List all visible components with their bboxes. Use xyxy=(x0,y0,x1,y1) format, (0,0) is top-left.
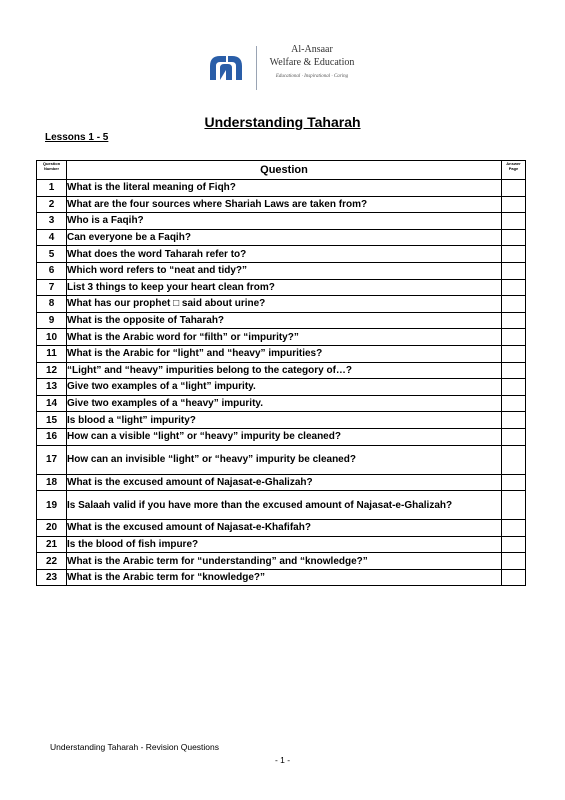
table-body xyxy=(37,180,526,586)
question-number: 18 xyxy=(37,474,67,491)
answer-page-cell xyxy=(502,262,526,279)
org-name-line1: Al-Ansaar xyxy=(291,44,333,55)
question-number: 10 xyxy=(37,329,67,346)
question-number: 23 xyxy=(37,569,67,586)
table-row xyxy=(37,345,526,362)
question-number: 17 xyxy=(37,445,67,474)
answer-page-cell xyxy=(502,569,526,586)
footer-text: Understanding Taharah - Revision Questions xyxy=(50,742,219,752)
question-text: How can a visible “light” or “heavy” impurity be cleaned? xyxy=(67,428,502,445)
page-title: Understanding Taharah xyxy=(204,114,361,130)
question-number: 21 xyxy=(37,536,67,553)
answer-page-cell xyxy=(502,229,526,246)
answer-page-cell xyxy=(502,312,526,329)
table-row xyxy=(37,246,526,263)
question-number: 7 xyxy=(37,279,67,296)
question-text: What has our prophet □ said about urine? xyxy=(67,296,502,313)
question-text: Which word refers to “neat and tidy?” xyxy=(67,262,502,279)
question-number: 11 xyxy=(37,345,67,362)
question-number: 14 xyxy=(37,395,67,412)
logo-mark-icon xyxy=(206,52,246,84)
question-text: How can an invisible “light” or “heavy” impurity be cleaned? xyxy=(67,445,502,474)
table-row xyxy=(37,362,526,379)
table-row xyxy=(37,229,526,246)
question-text: Is the blood of fish impure? xyxy=(67,536,502,553)
question-text: Is Salaah valid if you have more than the excused amount of Najasat-e-Ghalizah? xyxy=(67,491,502,520)
answer-page-cell xyxy=(502,395,526,412)
logo-divider xyxy=(256,46,257,90)
question-text: What is the Arabic term for “knowledge?” xyxy=(67,569,502,586)
answer-page-cell xyxy=(502,379,526,396)
table-row xyxy=(37,553,526,570)
question-number: 20 xyxy=(37,520,67,537)
answer-page-cell xyxy=(502,491,526,520)
table-row xyxy=(37,474,526,491)
answer-page-cell xyxy=(502,520,526,537)
question-number: 16 xyxy=(37,428,67,445)
question-number: 8 xyxy=(37,296,67,313)
question-text: What is the Arabic for “light” and “heavy” impurities? xyxy=(67,345,502,362)
question-number: 13 xyxy=(37,379,67,396)
question-number: 15 xyxy=(37,412,67,429)
answer-page-cell xyxy=(502,246,526,263)
question-text: List 3 things to keep your heart clean from? xyxy=(67,279,502,296)
table-row xyxy=(37,412,526,429)
question-number: 22 xyxy=(37,553,67,570)
answer-page-cell xyxy=(502,428,526,445)
table-row xyxy=(37,296,526,313)
answer-page-cell xyxy=(502,553,526,570)
table-row xyxy=(37,196,526,213)
answer-page-cell xyxy=(502,536,526,553)
org-tagline: Educational · Inspirational · Caring xyxy=(275,74,349,79)
answer-page-cell xyxy=(502,362,526,379)
table-header-row xyxy=(37,161,526,180)
question-number: 12 xyxy=(37,362,67,379)
answer-page-cell xyxy=(502,296,526,313)
answer-page-cell xyxy=(502,474,526,491)
table-row xyxy=(37,536,526,553)
question-text: Is blood a “light” impurity? xyxy=(67,412,502,429)
table-row xyxy=(37,329,526,346)
question-text: Give two examples of a “heavy” impurity. xyxy=(67,395,502,412)
question-number: 19 xyxy=(37,491,67,520)
question-text: What is the opposite of Taharah? xyxy=(67,312,502,329)
table-row xyxy=(37,213,526,230)
header-question: Question xyxy=(67,161,502,180)
question-text: What is the excused amount of Najasat-e-Khafifah? xyxy=(67,520,502,537)
question-text: What is the literal meaning of Fiqh? xyxy=(67,180,502,197)
header-question-number: Question Number xyxy=(37,161,67,180)
question-text: Give two examples of a “light” impurity. xyxy=(67,379,502,396)
answer-page-cell xyxy=(502,196,526,213)
lessons-subtitle: Lessons 1 - 5 xyxy=(45,132,109,143)
question-number: 9 xyxy=(37,312,67,329)
question-text: What is the Arabic term for “understanding” and “knowledge?” xyxy=(67,553,502,570)
answer-page-cell xyxy=(502,279,526,296)
page-number: - 1 - xyxy=(274,755,291,765)
answer-page-cell xyxy=(502,345,526,362)
answer-page-cell xyxy=(502,412,526,429)
answer-page-cell xyxy=(502,180,526,197)
question-number: 3 xyxy=(37,213,67,230)
table-row xyxy=(37,520,526,537)
question-text: Who is a Faqih? xyxy=(67,213,502,230)
table-row xyxy=(37,262,526,279)
answer-page-cell xyxy=(502,213,526,230)
table-row xyxy=(37,312,526,329)
table-row xyxy=(37,491,526,520)
questions-table xyxy=(36,160,526,586)
logo xyxy=(206,44,366,94)
question-text: What does the word Taharah refer to? xyxy=(67,246,502,263)
question-text: What are the four sources where Shariah Laws are taken from? xyxy=(67,196,502,213)
header-answer-page: Answer Page xyxy=(502,161,526,180)
answer-page-cell xyxy=(502,329,526,346)
table-row xyxy=(37,180,526,197)
question-number: 4 xyxy=(37,229,67,246)
question-text: What is the excused amount of Najasat-e-Ghalizah? xyxy=(67,474,502,491)
table-row xyxy=(37,445,526,474)
question-number: 6 xyxy=(37,262,67,279)
question-text: Can everyone be a Faqih? xyxy=(67,229,502,246)
question-number: 1 xyxy=(37,180,67,197)
question-text: “Light” and “heavy” impurities belong to the category of…? xyxy=(67,362,502,379)
question-number: 5 xyxy=(37,246,67,263)
question-number: 2 xyxy=(37,196,67,213)
table-row xyxy=(37,379,526,396)
table-row xyxy=(37,428,526,445)
org-name-line2: Welfare & Education xyxy=(269,57,355,68)
answer-page-cell xyxy=(502,445,526,474)
table-row xyxy=(37,569,526,586)
table-row xyxy=(37,395,526,412)
question-text: What is the Arabic word for “filth” or “impurity?” xyxy=(67,329,502,346)
table-row xyxy=(37,279,526,296)
